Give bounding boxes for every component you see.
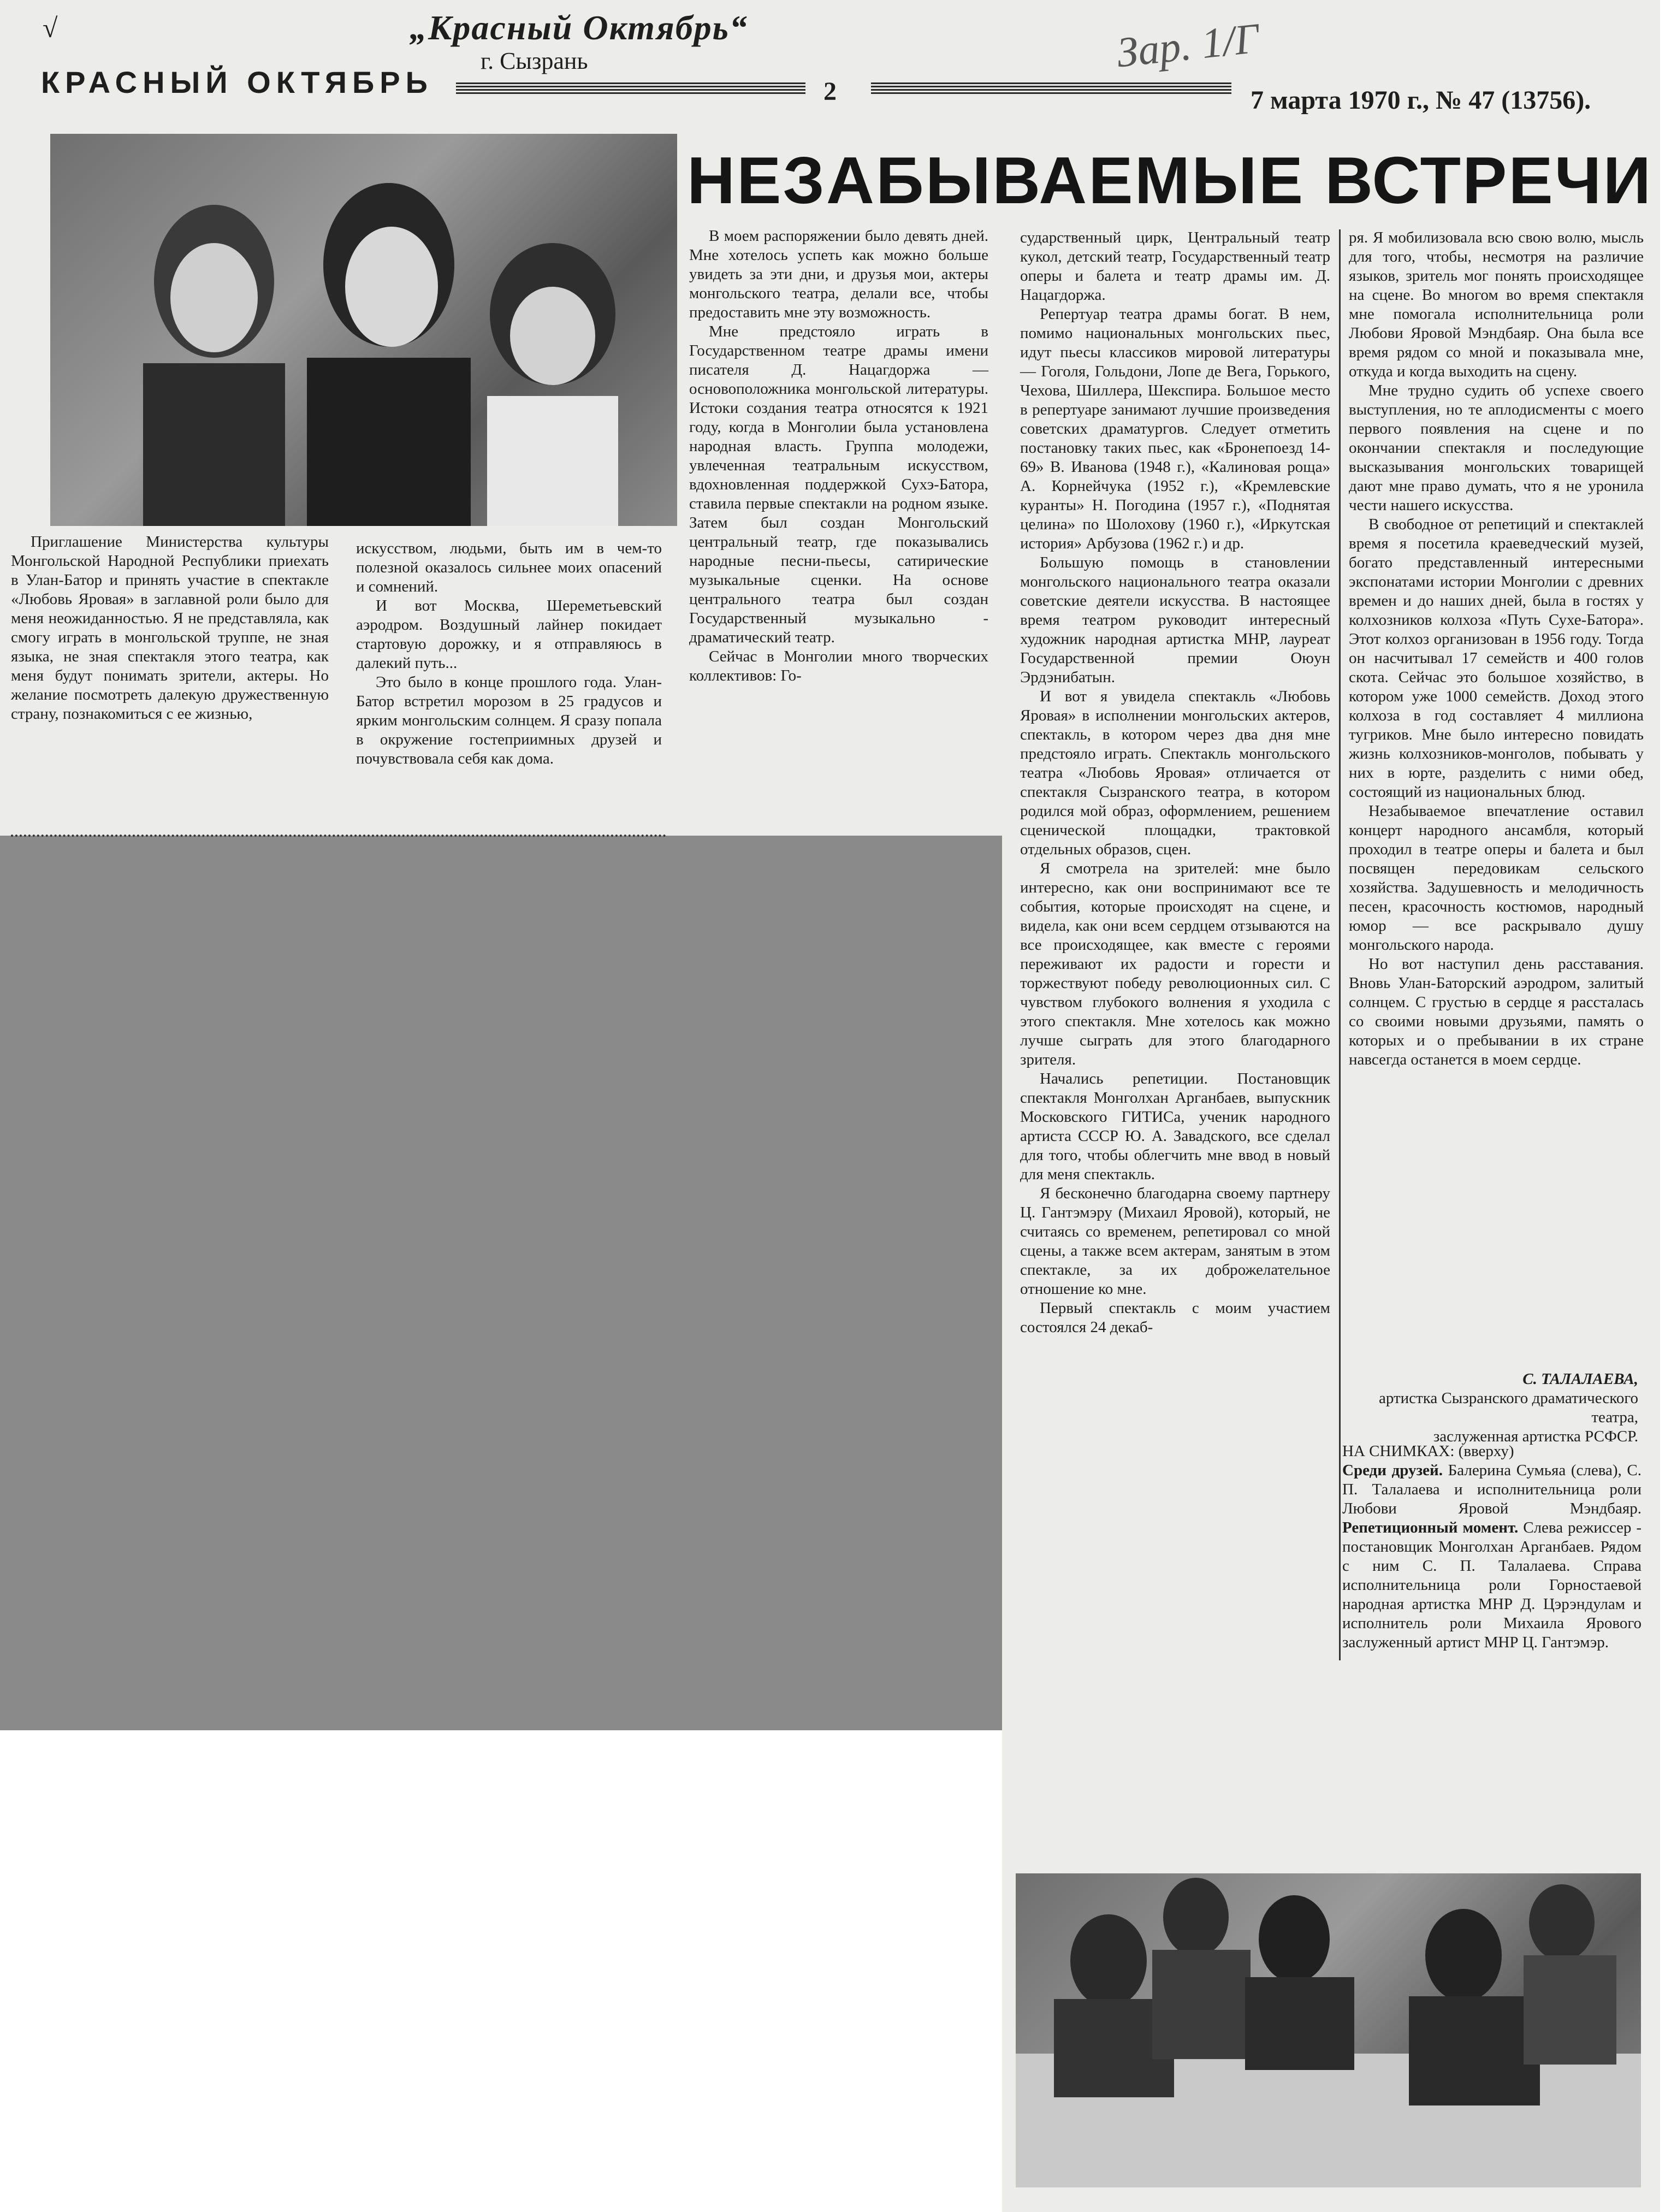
column-4-paragraph: Я бесконечно благодарна своему партнеру Ц. Гантэмэру (Михаил Яровой), который, не считаясь со временем, репетировал со мной сцены, а также всем актерам, занятым в этом спектакле, за их доброжелательное отношение ко мне.: [1020, 1185, 1330, 1298]
page-number: 2: [823, 77, 837, 106]
column-2-paragraph: Это было в конце прошлого года. Улан-Батор встретил морозом в 25 градусов и ярким монгольским солнцем. Я сразу попала в окружение гостеприимных друзей и почувствовала себя как дома.: [356, 673, 662, 767]
column-4-paragraph: И вот я увидела спектакль «Любовь Яровая» в исполнении монгольских актеров, спектакль, в котором через два дня мне предстояло играть. Спектакль монгольского театра «Любовь Яровая» отличается от спектакля Сызранского театра, в котором родился мой образ, оформлением, решением сценической площадки, трактовкой отдельных образов, сцен.: [1020, 688, 1330, 858]
top-photo-friends: [50, 134, 677, 526]
photo-silhouettes: [50, 134, 677, 526]
column-5-paragraph: Мне трудно судить об успехе своего выступления, но те аплодисменты с моего первого появления на сцене и по окончании спектакля и последующие высказывания монгольских товарищей дают мне право думать, что я не уронила чести нашего искусства.: [1349, 382, 1644, 514]
column-5-paragraph: Но вот наступил день расставания. Вновь Улан-Баторский аэродром, залитый солнцем. С грустью в сердце я рассталась со своими новыми друзьями, память о которых и о пребывании в их стране навсегда останется в моем сердце.: [1349, 955, 1644, 1068]
missing-background-area: [0, 836, 1002, 1730]
rehearsal-silhouettes: [1016, 1873, 1641, 2187]
article-column-4: [1020, 228, 1330, 1337]
clipping-city-label: г. Сызрань: [481, 48, 588, 74]
article-column-3: [689, 227, 988, 685]
caption-label-friends: Среди друзей.: [1342, 1462, 1443, 1479]
caption-label-rehearsal: Репетиционный момент.: [1342, 1519, 1519, 1536]
column-3-paragraph: В моем распоряжении было девять дней. Мне хотелось успеть как можно больше увидеть за эти дни, и друзья мои, актеры монгольского театра, делали все, чтобы предоставить мне эту возможность.: [689, 227, 988, 321]
column-4-paragraph: Большую помощь в становлении монгольского национального театра оказали советские деятели искусства. В настоящее время театром руководит интересный художник народная артистка МНР, лауреат Государственной премии Оюун Эрдэнибатын.: [1020, 554, 1330, 686]
column-4-paragraph: сударственный цирк, Центральный театр кукол, детский театр, Государственный театр оперы и балета и театр драмы им. Д. Нацагдоржа.: [1020, 229, 1330, 304]
caption-intro: НА СНИМКАХ: (вверху): [1342, 1442, 1514, 1460]
column-4-paragraph: Первый спектакль с моим участием состоялся 24 декаб-: [1020, 1299, 1330, 1336]
bottom-dotted-border: [11, 835, 666, 837]
author-title-line: артистка Сызранского драматического театра,: [1378, 1389, 1638, 1426]
caption-text-friends: Балерина Сумьяа (слева), С. П. Талалаева и исполнительница роли Любови Яровой Мэндбаяр.: [1342, 1462, 1642, 1517]
author-title-line: заслуженная артистка РСФСР.: [1433, 1428, 1638, 1445]
masthead-rule-right: [871, 81, 1231, 94]
column-4-paragraph: Репертуар театра драмы богат. В нем, помимо национальных монгольских пьес, идут пьесы классиков мировой литературы — Гоголя, Гольдони, Лопе де Вега, Горького, Чехова, Шиллера, Шекспира. Большое место в репертуаре занимают лучшие произведения советских драматургов. Следует отметить постановку таких пьес, как «Бронепоезд 14-69» В. Иванова (1948 г.), «Калиновая роща» А. Корнейчука (1952 г.), «Кремлевские куранты» Н. Погодина (1957 г.), «Поднятая целина» по Шолохову (1960 г.), «Иркутская история» Арбузова (1962 г.) и др.: [1020, 305, 1330, 552]
clipping-source-label: „Красный Октябрь“: [410, 8, 748, 47]
column-4-paragraph: Начались репетиции. Постановщик спектакля Монголхан Арганбаев, выпускник Московского ГИТИСа, ученик народного артиста СССР Ю. А. Завадского, все сделал для того, чтобы облегчить мне ввод в новый для меня спектакль.: [1020, 1070, 1330, 1183]
issue-date: 7 марта 1970 г., № 47 (13756).: [1251, 86, 1591, 115]
article-headline: НЕЗАБЫВАЕМЫЕ ВСТРЕЧИ: [687, 143, 1653, 217]
author-name: С. ТАЛАЛАЕВА,: [1522, 1370, 1638, 1388]
column-5-paragraph: Незабываемое впечатление оставил концерт народного ансамбля, который проходил в театре оперы и балета и был посвящен передовикам сельского хозяйства. Задушевность и мелодичность песен, красочность костюмов, народный юмор — все раскрывало душу монгольского народа.: [1349, 802, 1644, 954]
author-signature: [1332, 1370, 1638, 1446]
caption-text-rehearsal: Слева режиссер - постановщик Монголхан Арганбаев. Рядом с ним С. П. Талалаева. Справа исполнительница роли Горностаевой народная артистка МНР Д. Цэрэндулам и исполнитель роли Михаила Ярового заслуженный артист МНР Ц. Гантэмэр.: [1342, 1519, 1642, 1651]
handwritten-note: Зар. 1/Г: [1115, 14, 1261, 76]
bottom-photo-rehearsal: [1016, 1873, 1641, 2187]
masthead-rule-left: [456, 81, 805, 94]
column-2-paragraph: искусством, людьми, быть им в чем-то полезной оказалось сильнее моих опасений и сомнений.: [356, 540, 662, 595]
article-column-1: [11, 533, 329, 724]
column-3-paragraph: Мне предстояло играть в Государственном театре драмы имени писателя Д. Нацагдоржа — основоположника монгольской литературы. Истоки создания театра относятся к 1921 году, когда в Монголии была установлена народная власть. Группа молодежи, увлеченная театральным искусством, вдохновленная поддержкой Сухэ-Батора, ставила первые спектакли на родном языке. Затем был создан Монгольский центральный театр, где показывались народные песни-пьесы, сатирические музыкальные сценки. На основе центрального театра был создан Государственный музыкально - драматический театр.: [689, 323, 988, 646]
column-2-paragraph: И вот Москва, Шереметьевский аэродром. Воздушный лайнер покидает стартовую дорожку, и я отправляюсь в далекий путь...: [356, 597, 662, 672]
column-4-paragraph: Я смотрела на зрителей: мне было интересно, как они воспринимают все те события, которые происходят на сцене, и видела, как они всем сердцем отзываются на все происходящее, как вместе с героями переживают их радости и горести и торжествуют победу революционных сил. С чувством глубокого волнения я уходила с этого спектакля. Мне хотелось как можно лучше сыграть для этого благодарного зрителя.: [1020, 860, 1330, 1068]
newspaper-name: КРАСНЫЙ ОКТЯБРЬ: [41, 65, 433, 99]
photo-captions: [1342, 1442, 1642, 1652]
column-3-paragraph: Сейчас в Монголии много творческих коллективов: Го-: [689, 648, 988, 684]
column-1-paragraph: Приглашение Министерства культуры Монгольской Народной Республики приехать в Улан-Батор и принять участие в спектакле «Любовь Яровая» в заглавной роли было для меня неожиданностью. Я не представляла, как смогу играть в монгольской труппе, не зная языка, не зная спектакля этого театра, как меня будут понимать зрители, актеры. Но желание посмотреть далекую дружественную страну, познакомиться с ее жизнью,: [11, 533, 329, 723]
column-5-paragraph: ря. Я мобилизовала всю свою волю, мысль для того, чтобы, несмотря на различие языков, зритель мог понять происходящее на сцене. Во многом во время спектакля мне помогала исполнительница роли Любови Яровой Мэндбаяр. Она была все время рядом со мной и показывала мне, откуда и когда выходить на сцену.: [1349, 229, 1644, 380]
column-5-paragraph: В свободное от репетиций и спектаклей время я посетила краеведческий музей, богато представленный интересными экспонатами истории Монголии с древних времен и до наших дней, была в гостях у колхозников колхоза «Путь Сухе-Батора». Этот колхоз организован в 1956 году. Тогда он насчитывал 17 семейств и 400 голов скота. Сейчас это большое хозяйство, в котором уже 1000 семейств. Доход этого колхоза в год составляет 4 миллиона тугриков. Мне было интересно повидать жизнь колхозников-монголов, побывать у них в юрте, разделить с ними обед, состоящий из национальных блюд.: [1349, 516, 1644, 801]
corner-check-mark: √: [43, 13, 58, 43]
article-column-5: [1349, 228, 1644, 1069]
article-column-2: [356, 539, 662, 768]
